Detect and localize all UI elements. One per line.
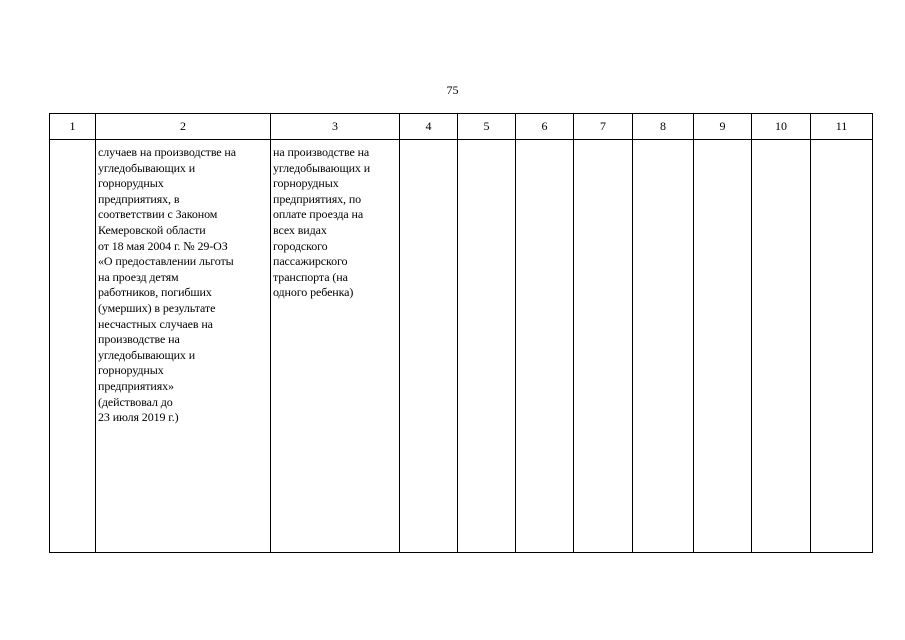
cell-text [50, 140, 95, 145]
column-number-6: 6 [516, 114, 574, 140]
table-cell-col3 [271, 140, 400, 553]
data-table [49, 113, 873, 553]
cell-text [458, 140, 515, 145]
cell-text [400, 140, 457, 145]
table-cell-col11 [811, 140, 873, 553]
table-cell-col5 [458, 140, 516, 553]
cell-text [574, 140, 632, 145]
column-number-11: 11 [811, 114, 873, 140]
table-cell-col6 [516, 140, 574, 553]
column-number-9: 9 [694, 114, 752, 140]
cell-text [516, 140, 573, 145]
table-cell-col9 [694, 140, 752, 553]
table-cell-col1 [50, 140, 96, 553]
column-number-3: 3 [271, 114, 400, 140]
column-number-8: 8 [633, 114, 694, 140]
cell-text [633, 140, 693, 145]
table-cell-col7 [574, 140, 633, 553]
column-number-7: 7 [574, 114, 633, 140]
cell-text: случаев на производстве на угледобывающих и горнорудных предприятиях, в соответствии с Законом Кемеровской области от 18 мая 2004 г. № 29-ОЗ «О предоставлении льготы на проезд детям работников, погибших (умерших) в результате несчастных случаев на производстве на угледобывающих и горнорудных предприятиях» (действовал до 23 июля 2019 г.) [98, 145, 236, 425]
table-cell-col4 [400, 140, 458, 553]
table-row [50, 140, 873, 553]
column-number-2: 2 [96, 114, 271, 140]
page-number: 75 [446, 83, 459, 97]
column-number-5: 5 [458, 114, 516, 140]
cell-text: на производстве на угледобывающих и горнорудных предприятиях, по оплате проезда на всех видах городского пассажирского транспорта (на одного ребенка) [273, 145, 371, 300]
cell-text [811, 140, 872, 145]
column-number-10: 10 [752, 114, 811, 140]
table-cell-col2 [96, 140, 271, 553]
column-number-4: 4 [400, 114, 458, 140]
table-cell-col10 [752, 140, 811, 553]
cell-text [694, 140, 751, 145]
column-number-1: 1 [50, 114, 96, 140]
table-cell-col8 [633, 140, 694, 553]
cell-text [752, 140, 810, 145]
table-header-row [50, 114, 873, 140]
